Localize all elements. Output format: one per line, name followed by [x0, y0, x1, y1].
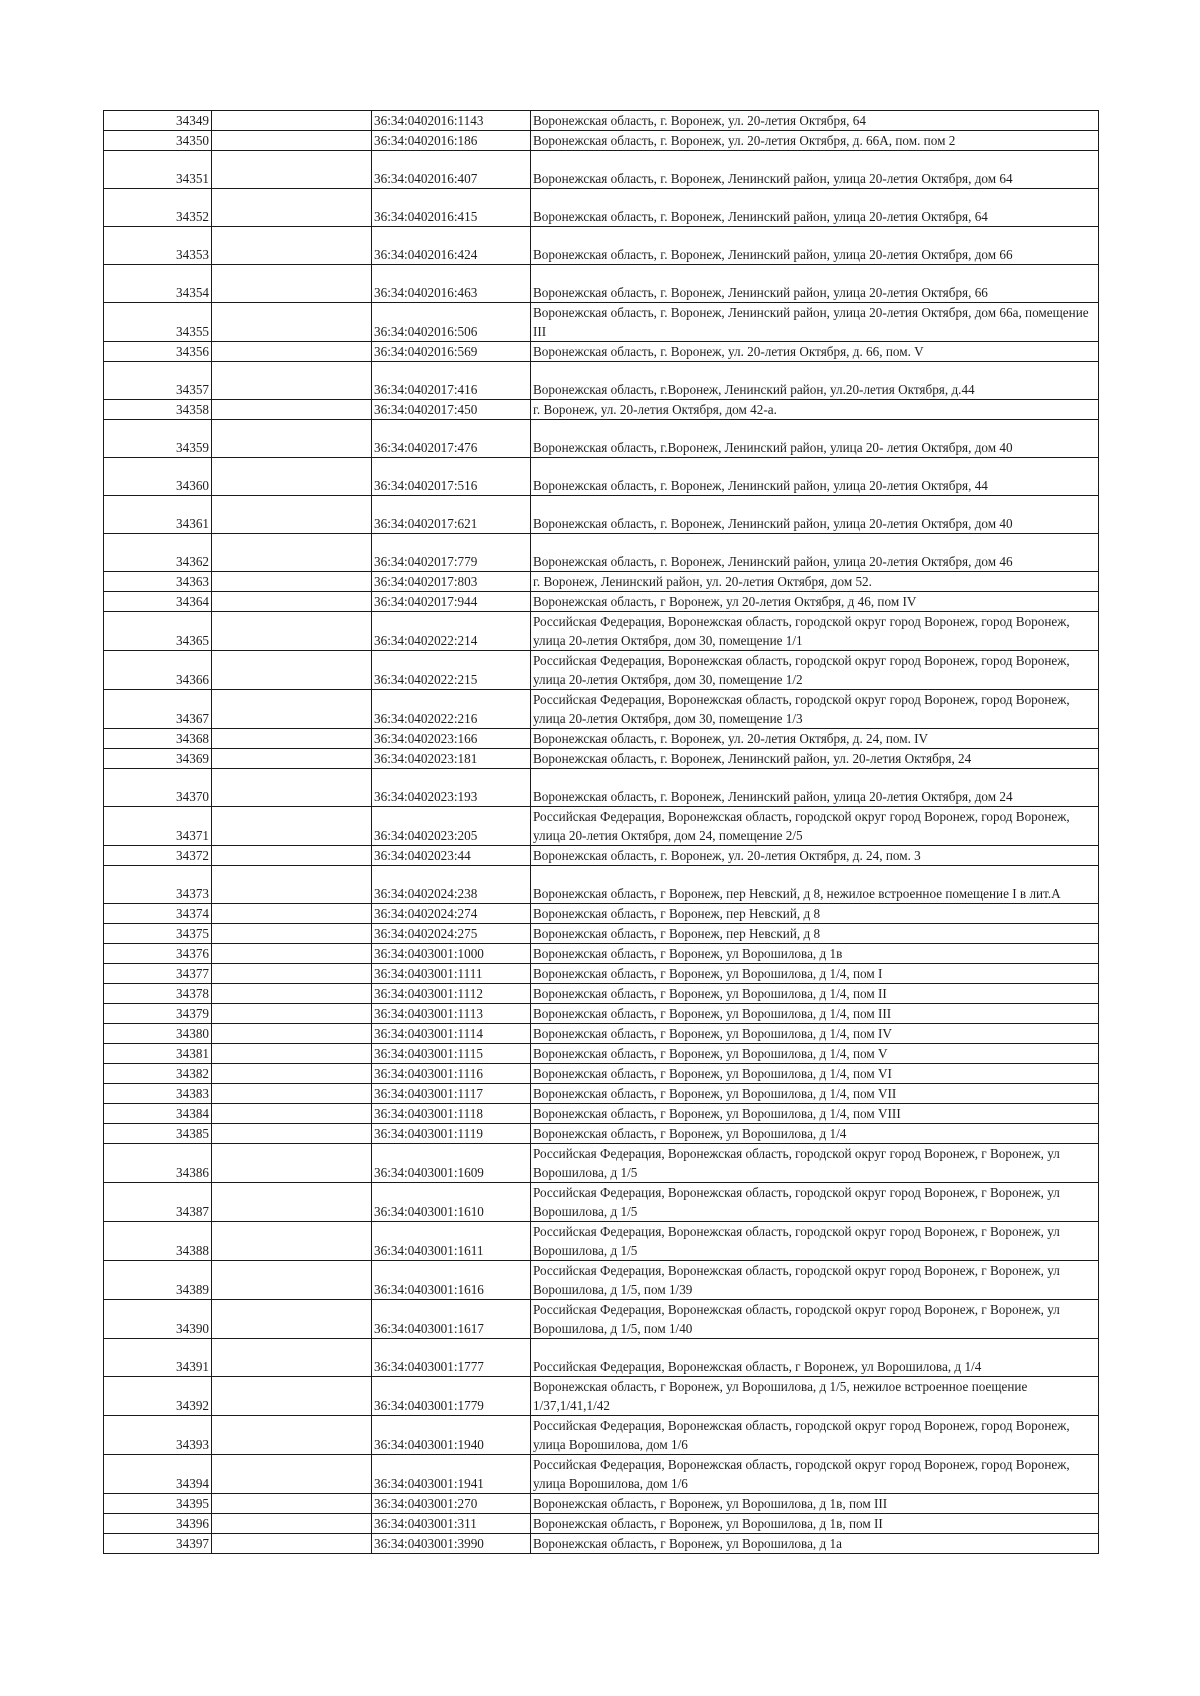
address: Воронежская область, г. Воронеж, ул. 20-летия Октября, д. 24, пом. 3	[531, 846, 1099, 866]
row-number: 34395	[104, 1494, 212, 1514]
cadastral-number: 36:34:0403001:270	[372, 1494, 531, 1514]
row-number: 34393	[104, 1416, 212, 1455]
address: Воронежская область, г. Воронеж, Ленинский район, улица 20-летия Октября, дом 24	[531, 769, 1099, 807]
table-row	[104, 807, 1099, 846]
cadastral-number: 36:34:0402017:450	[372, 400, 531, 420]
row-number: 34375	[104, 924, 212, 944]
empty-cell	[212, 866, 372, 904]
cadastral-number: 36:34:0403001:1941	[372, 1455, 531, 1494]
row-number: 34361	[104, 496, 212, 534]
row-number: 34356	[104, 342, 212, 362]
cadastral-number: 36:34:0402017:516	[372, 458, 531, 496]
row-number: 34370	[104, 769, 212, 807]
address: Воронежская область, г. Воронеж, Ленинский район, улица 20-летия Октября, дом 64	[531, 151, 1099, 189]
table-row	[104, 769, 1099, 807]
empty-cell	[212, 1377, 372, 1416]
empty-cell	[212, 1064, 372, 1084]
row-number: 34372	[104, 846, 212, 866]
address: Воронежская область, г Воронеж, пер Невский, д 8, нежилое встроенное помещение I в лит.А	[531, 866, 1099, 904]
address: Воронежская область, г.Воронеж, Ленинский район, улица 20- летия Октября, дом 40	[531, 420, 1099, 458]
table-row	[104, 1064, 1099, 1084]
empty-cell	[212, 111, 372, 131]
address: Воронежская область, г. Воронеж, Ленинский район, улица 20-летия Октября, 44	[531, 458, 1099, 496]
empty-cell	[212, 1339, 372, 1377]
row-number: 34394	[104, 1455, 212, 1494]
cadastral-number: 36:34:0402016:186	[372, 131, 531, 151]
empty-cell	[212, 749, 372, 769]
cadastral-number: 36:34:0402016:424	[372, 227, 531, 265]
cadastral-number: 36:34:0403001:1616	[372, 1261, 531, 1300]
cadastral-number: 36:34:0402023:166	[372, 729, 531, 749]
cadastral-number: 36:34:0402017:621	[372, 496, 531, 534]
table-row	[104, 496, 1099, 534]
empty-cell	[212, 534, 372, 572]
row-number: 34387	[104, 1183, 212, 1222]
cadastral-number: 36:34:0402022:214	[372, 612, 531, 651]
table-row	[104, 904, 1099, 924]
empty-cell	[212, 1144, 372, 1183]
empty-cell	[212, 131, 372, 151]
empty-cell	[212, 807, 372, 846]
empty-cell	[212, 400, 372, 420]
address: Воронежская область, г. Воронеж, ул. 20-летия Октября, д. 66А, пом. пом 2	[531, 131, 1099, 151]
row-number: 34396	[104, 1514, 212, 1534]
row-number: 34367	[104, 690, 212, 729]
row-number: 34365	[104, 612, 212, 651]
row-number: 34358	[104, 400, 212, 420]
table-row	[104, 846, 1099, 866]
row-number: 34368	[104, 729, 212, 749]
table-row	[104, 729, 1099, 749]
row-number: 34384	[104, 1104, 212, 1124]
empty-cell	[212, 458, 372, 496]
row-number: 34364	[104, 592, 212, 612]
empty-cell	[212, 420, 372, 458]
address: Воронежская область, г Воронеж, ул Ворошилова, д 1/4, пом II	[531, 984, 1099, 1004]
table-row	[104, 111, 1099, 131]
cadastral-number: 36:34:0402017:416	[372, 362, 531, 400]
cadastral-number: 36:34:0402023:44	[372, 846, 531, 866]
table-row	[104, 131, 1099, 151]
cadastral-number: 36:34:0402016:569	[372, 342, 531, 362]
cadastral-number: 36:34:0403001:1611	[372, 1222, 531, 1261]
address: Российская Федерация, Воронежская область, городской округ город Воронеж, г Воронеж, ул Ворошилова, д 1/5, пом 1/40	[531, 1300, 1099, 1339]
table-row	[104, 1044, 1099, 1064]
row-number: 34369	[104, 749, 212, 769]
empty-cell	[212, 1004, 372, 1024]
empty-cell	[212, 612, 372, 651]
row-number: 34380	[104, 1024, 212, 1044]
cadastral-number: 36:34:0402017:779	[372, 534, 531, 572]
table-row	[104, 1416, 1099, 1455]
empty-cell	[212, 1222, 372, 1261]
table-row	[104, 265, 1099, 303]
table-row	[104, 964, 1099, 984]
row-number: 34354	[104, 265, 212, 303]
empty-cell	[212, 151, 372, 189]
table-row	[104, 572, 1099, 592]
table-row	[104, 749, 1099, 769]
table-row	[104, 189, 1099, 227]
cadastral-number: 36:34:0402016:407	[372, 151, 531, 189]
address: Воронежская область, г. Воронеж, Ленинский район, улица 20-летия Октября, дом 46	[531, 534, 1099, 572]
row-number: 34376	[104, 944, 212, 964]
address: Воронежская область, г. Воронеж, Ленинский район, улица 20-летия Октября, дом 66а, помещение III	[531, 303, 1099, 342]
address: Воронежская область, г Воронеж, ул Ворошилова, д 1/4, пом VI	[531, 1064, 1099, 1084]
address: Воронежская область, г Воронеж, ул Ворошилова, д 1/4, пом I	[531, 964, 1099, 984]
cadastral-number: 36:34:0403001:1610	[372, 1183, 531, 1222]
row-number: 34357	[104, 362, 212, 400]
cadastral-number: 36:34:0403001:1000	[372, 944, 531, 964]
address: Воронежская область, г Воронеж, ул Ворошилова, д 1/4, пом VII	[531, 1084, 1099, 1104]
row-number: 34362	[104, 534, 212, 572]
address: Российская Федерация, Воронежская область, городской округ город Воронеж, г Воронеж, ул Ворошилова, д 1/5	[531, 1183, 1099, 1222]
row-number: 34390	[104, 1300, 212, 1339]
empty-cell	[212, 496, 372, 534]
empty-cell	[212, 1261, 372, 1300]
address: Воронежская область, г Воронеж, ул 20-летия Октября, д 46, пом IV	[531, 592, 1099, 612]
address: Воронежская область, г Воронеж, ул Ворошилова, д 1в, пом II	[531, 1514, 1099, 1534]
cadastral-number: 36:34:0403001:1113	[372, 1004, 531, 1024]
empty-cell	[212, 592, 372, 612]
empty-cell	[212, 846, 372, 866]
address: Воронежская область, г Воронеж, ул Ворошилова, д 1/4, пом V	[531, 1044, 1099, 1064]
cadastral-number: 36:34:0403001:1779	[372, 1377, 531, 1416]
table-row	[104, 1124, 1099, 1144]
empty-cell	[212, 1104, 372, 1124]
row-number: 34381	[104, 1044, 212, 1064]
empty-cell	[212, 690, 372, 729]
address: Воронежская область, г Воронеж, пер Невский, д 8	[531, 904, 1099, 924]
cadastral-number: 36:34:0403001:1116	[372, 1064, 531, 1084]
cadastral-number: 36:34:0402017:476	[372, 420, 531, 458]
cadastral-number: 36:34:0402023:193	[372, 769, 531, 807]
cadastral-number: 36:34:0403001:1115	[372, 1044, 531, 1064]
address: Российская Федерация, Воронежская область, городской округ город Воронеж, город Воронеж, улица 20-летия Октября, дом 30, помещение 1/1	[531, 612, 1099, 651]
cadastral-number: 36:34:0402017:944	[372, 592, 531, 612]
row-number: 34385	[104, 1124, 212, 1144]
empty-cell	[212, 984, 372, 1004]
table-row	[104, 458, 1099, 496]
empty-cell	[212, 1183, 372, 1222]
address: Российская Федерация, Воронежская область, городской округ город Воронеж, г Воронеж, ул Ворошилова, д 1/5	[531, 1144, 1099, 1183]
table-row	[104, 420, 1099, 458]
address: Воронежская область, г. Воронеж, Ленинский район, улица 20-летия Октября, 66	[531, 265, 1099, 303]
cadastral-number: 36:34:0402016:506	[372, 303, 531, 342]
table-row	[104, 1494, 1099, 1514]
table-row	[104, 1339, 1099, 1377]
row-number: 34392	[104, 1377, 212, 1416]
table-row	[104, 303, 1099, 342]
empty-cell	[212, 362, 372, 400]
row-number: 34359	[104, 420, 212, 458]
cadastral-number: 36:34:0403001:1940	[372, 1416, 531, 1455]
table-row	[104, 1534, 1099, 1554]
address: Российская Федерация, Воронежская область, городской округ город Воронеж, город Воронеж, улица Ворошилова, дом 1/6	[531, 1455, 1099, 1494]
cadastral-number: 36:34:0403001:1111	[372, 964, 531, 984]
empty-cell	[212, 1044, 372, 1064]
empty-cell	[212, 964, 372, 984]
address: г. Воронеж, Ленинский район, ул. 20-летия Октября, дом 52.	[531, 572, 1099, 592]
row-number: 34383	[104, 1084, 212, 1104]
empty-cell	[212, 265, 372, 303]
empty-cell	[212, 769, 372, 807]
row-number: 34353	[104, 227, 212, 265]
empty-cell	[212, 1024, 372, 1044]
table-row	[104, 1300, 1099, 1339]
address: Российская Федерация, Воронежская область, городской округ город Воронеж, город Воронеж, улица 20-летия Октября, дом 30, помещение 1/2	[531, 651, 1099, 690]
empty-cell	[212, 1455, 372, 1494]
row-number: 34371	[104, 807, 212, 846]
cadastral-number: 36:34:0402024:274	[372, 904, 531, 924]
cadastral-number: 36:34:0403001:1112	[372, 984, 531, 1004]
table-row	[104, 1377, 1099, 1416]
row-number: 34366	[104, 651, 212, 690]
empty-cell	[212, 1514, 372, 1534]
cadastral-number: 36:34:0403001:1117	[372, 1084, 531, 1104]
address: Российская Федерация, Воронежская область, городской округ город Воронеж, г Воронеж, ул Ворошилова, д 1/5, пом 1/39	[531, 1261, 1099, 1300]
table-row	[104, 592, 1099, 612]
cadastral-number: 36:34:0402022:215	[372, 651, 531, 690]
registry-rows	[104, 111, 1099, 1554]
row-number: 34352	[104, 189, 212, 227]
address: Российская Федерация, Воронежская область, городской округ город Воронеж, город Воронеж, улица 20-летия Октября, дом 24, помещение 2/5	[531, 807, 1099, 846]
table-row	[104, 1104, 1099, 1124]
cadastral-number: 36:34:0403001:1617	[372, 1300, 531, 1339]
cadastral-number: 36:34:0402016:415	[372, 189, 531, 227]
address: Воронежская область, г. Воронеж, Ленинский район, улица 20-летия Октября, 64	[531, 189, 1099, 227]
cadastral-number: 36:34:0402024:238	[372, 866, 531, 904]
table-row	[104, 227, 1099, 265]
empty-cell	[212, 189, 372, 227]
table-row	[104, 690, 1099, 729]
table-row	[104, 1261, 1099, 1300]
row-number: 34374	[104, 904, 212, 924]
address: Воронежская область, г Воронеж, ул Ворошилова, д 1/4, пом III	[531, 1004, 1099, 1024]
address: Воронежская область, г. Воронеж, Ленинский район, улица 20-летия Октября, дом 40	[531, 496, 1099, 534]
cadastral-number: 36:34:0402023:205	[372, 807, 531, 846]
row-number: 34382	[104, 1064, 212, 1084]
address: Воронежская область, г Воронеж, ул Ворошилова, д 1/4, пом VIII	[531, 1104, 1099, 1124]
address: Российская Федерация, Воронежская область, г Воронеж, ул Ворошилова, д 1/4	[531, 1339, 1099, 1377]
row-number: 34379	[104, 1004, 212, 1024]
table-row	[104, 1222, 1099, 1261]
address: Воронежская область, г Воронеж, ул Ворошилова, д 1а	[531, 1534, 1099, 1554]
cadastral-number: 36:34:0402022:216	[372, 690, 531, 729]
table-row	[104, 924, 1099, 944]
address: Российская Федерация, Воронежская область, городской округ город Воронеж, город Воронеж, улица Ворошилова, дом 1/6	[531, 1416, 1099, 1455]
table-row	[104, 400, 1099, 420]
address: Воронежская область, г. Воронеж, Ленинский район, ул. 20-летия Октября, 24	[531, 749, 1099, 769]
row-number: 34360	[104, 458, 212, 496]
address: Российская Федерация, Воронежская область, городской округ город Воронеж, г Воронеж, ул Ворошилова, д 1/5	[531, 1222, 1099, 1261]
table-row	[104, 1004, 1099, 1024]
cadastral-number: 36:34:0402024:275	[372, 924, 531, 944]
cadastral-number: 36:34:0403001:1118	[372, 1104, 531, 1124]
table-row	[104, 984, 1099, 1004]
empty-cell	[212, 924, 372, 944]
address: Воронежская область, г. Воронеж, ул. 20-летия Октября, д. 24, пом. IV	[531, 729, 1099, 749]
address: Воронежская область, г.Воронеж, Ленинский район, ул.20-летия Октября, д.44	[531, 362, 1099, 400]
table-row	[104, 651, 1099, 690]
empty-cell	[212, 1300, 372, 1339]
cadastral-number: 36:34:0402017:803	[372, 572, 531, 592]
address: г. Воронеж, ул. 20-летия Октября, дом 42-а.	[531, 400, 1099, 420]
cadastral-number: 36:34:0403001:3990	[372, 1534, 531, 1554]
table-row	[104, 534, 1099, 572]
table-row	[104, 1144, 1099, 1183]
registry-table	[103, 110, 1099, 1554]
row-number: 34349	[104, 111, 212, 131]
address: Воронежская область, г Воронеж, ул Ворошилова, д 1/4, пом IV	[531, 1024, 1099, 1044]
row-number: 34363	[104, 572, 212, 592]
row-number: 34378	[104, 984, 212, 1004]
empty-cell	[212, 1534, 372, 1554]
empty-cell	[212, 572, 372, 592]
empty-cell	[212, 651, 372, 690]
row-number: 34377	[104, 964, 212, 984]
address: Воронежская область, г Воронеж, ул Ворошилова, д 1/5, нежилое встроенное поещение 1/37,1/41,1/42	[531, 1377, 1099, 1416]
empty-cell	[212, 1494, 372, 1514]
row-number: 34373	[104, 866, 212, 904]
cadastral-number: 36:34:0402023:181	[372, 749, 531, 769]
empty-cell	[212, 342, 372, 362]
address: Воронежская область, г Воронеж, ул Ворошилова, д 1в	[531, 944, 1099, 964]
table-row	[104, 1183, 1099, 1222]
row-number: 34388	[104, 1222, 212, 1261]
cadastral-number: 36:34:0402016:1143	[372, 111, 531, 131]
table-row	[104, 866, 1099, 904]
empty-cell	[212, 944, 372, 964]
cadastral-number: 36:34:0403001:1114	[372, 1024, 531, 1044]
table-row	[104, 342, 1099, 362]
address: Воронежская область, г. Воронеж, ул. 20-летия Октября, 64	[531, 111, 1099, 131]
row-number: 34391	[104, 1339, 212, 1377]
cadastral-number: 36:34:0403001:1777	[372, 1339, 531, 1377]
address: Российская Федерация, Воронежская область, городской округ город Воронеж, город Воронеж, улица 20-летия Октября, дом 30, помещение 1/3	[531, 690, 1099, 729]
address: Воронежская область, г. Воронеж, ул. 20-летия Октября, д. 66, пом. V	[531, 342, 1099, 362]
row-number: 34386	[104, 1144, 212, 1183]
cadastral-number: 36:34:0403001:1119	[372, 1124, 531, 1144]
table-row	[104, 612, 1099, 651]
row-number: 34355	[104, 303, 212, 342]
empty-cell	[212, 1124, 372, 1144]
empty-cell	[212, 1084, 372, 1104]
address: Воронежская область, г. Воронеж, Ленинский район, улица 20-летия Октября, дом 66	[531, 227, 1099, 265]
address: Воронежская область, г Воронеж, пер Невский, д 8	[531, 924, 1099, 944]
table-row	[104, 1024, 1099, 1044]
row-number: 34389	[104, 1261, 212, 1300]
row-number: 34351	[104, 151, 212, 189]
empty-cell	[212, 904, 372, 924]
table-row	[104, 944, 1099, 964]
row-number: 34350	[104, 131, 212, 151]
address: Воронежская область, г Воронеж, ул Ворошилова, д 1/4	[531, 1124, 1099, 1144]
table-row	[104, 1084, 1099, 1104]
cadastral-number: 36:34:0402016:463	[372, 265, 531, 303]
empty-cell	[212, 729, 372, 749]
table-row	[104, 362, 1099, 400]
address: Воронежская область, г Воронеж, ул Ворошилова, д 1в, пом III	[531, 1494, 1099, 1514]
table-row	[104, 1455, 1099, 1494]
table-row	[104, 151, 1099, 189]
cadastral-number: 36:34:0403001:1609	[372, 1144, 531, 1183]
row-number: 34397	[104, 1534, 212, 1554]
empty-cell	[212, 1416, 372, 1455]
empty-cell	[212, 303, 372, 342]
cadastral-number: 36:34:0403001:311	[372, 1514, 531, 1534]
table-row	[104, 1514, 1099, 1534]
empty-cell	[212, 227, 372, 265]
